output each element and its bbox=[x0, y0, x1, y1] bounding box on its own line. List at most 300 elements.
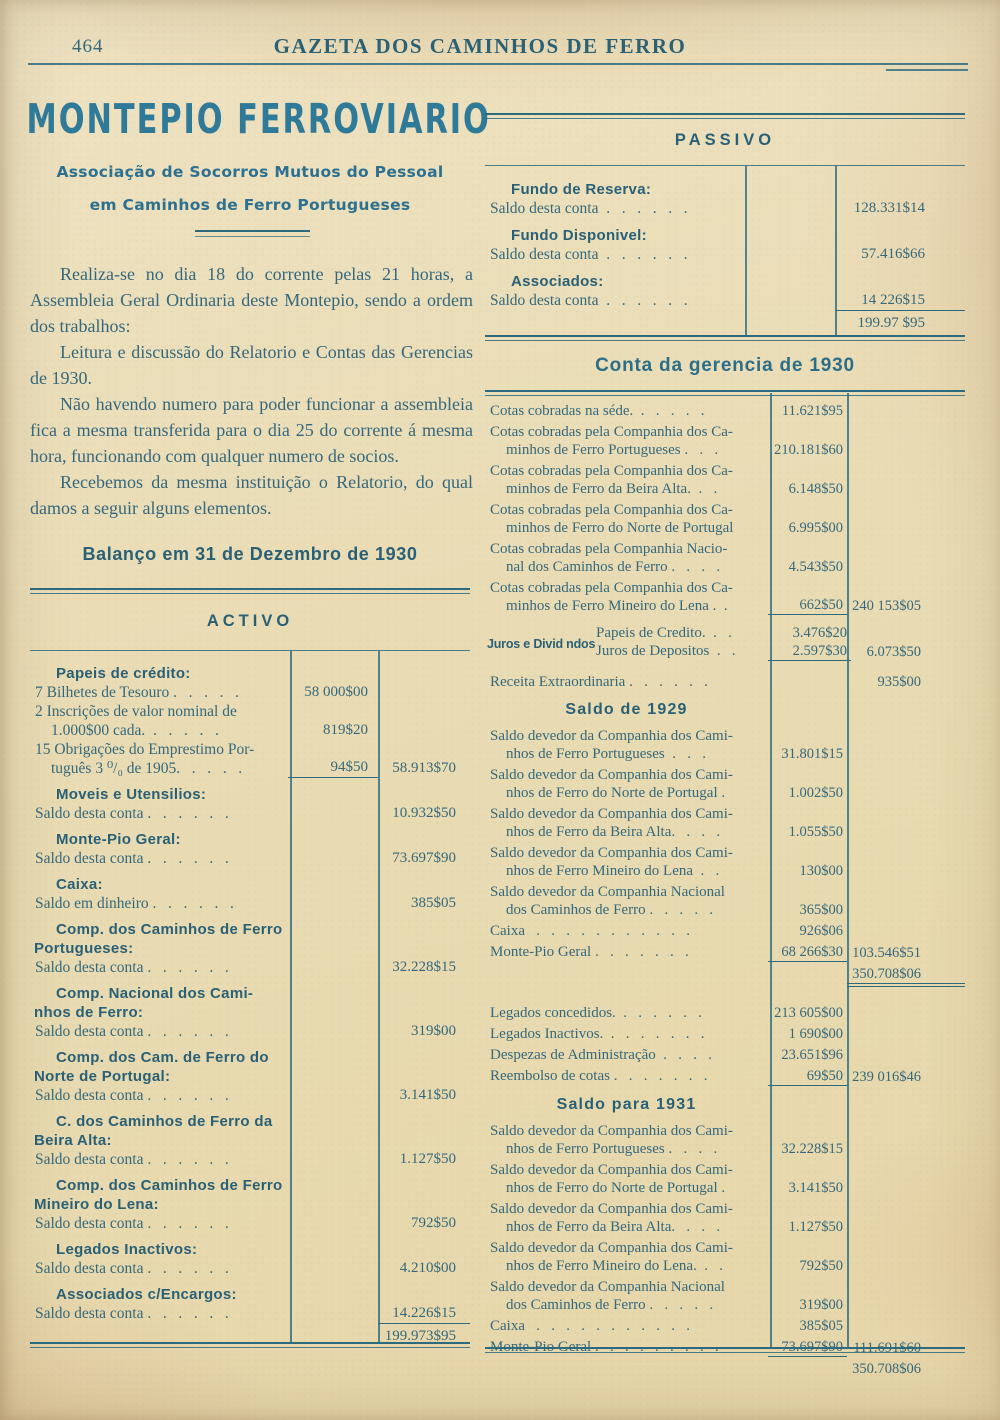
amount-value: 365$00 bbox=[799, 902, 843, 918]
amount-value: 1.127$50 bbox=[788, 1219, 843, 1235]
row-label bbox=[30, 1022, 288, 1041]
amount-col1 bbox=[768, 805, 847, 841]
table-row bbox=[485, 943, 965, 962]
amount-value: 240 153$05 bbox=[852, 598, 921, 614]
amount-col1 bbox=[288, 849, 378, 868]
section-label-line: Comp. dos Caminhos de Ferro bbox=[56, 1177, 283, 1194]
row-label bbox=[30, 804, 288, 823]
row-label bbox=[485, 245, 745, 264]
section-label-line: Papeis de crédito: bbox=[56, 665, 191, 682]
section-label-line: Beira Alta: bbox=[34, 1132, 112, 1149]
table-row bbox=[485, 727, 965, 763]
header-rule bbox=[28, 63, 968, 65]
amount-col2 bbox=[847, 501, 965, 537]
table-section-header bbox=[30, 1285, 470, 1304]
row-label bbox=[30, 894, 288, 913]
amount-col1 bbox=[768, 766, 847, 802]
amount-col1 bbox=[288, 1022, 378, 1041]
amount-value: 3.476$20 bbox=[792, 625, 847, 641]
table-row bbox=[30, 1304, 470, 1324]
amount-col2 bbox=[835, 245, 965, 264]
table-row bbox=[30, 1214, 470, 1233]
table-row bbox=[30, 1259, 470, 1278]
table-section-header bbox=[485, 226, 965, 245]
amount-col2 bbox=[847, 1122, 965, 1158]
article-title: MONTEPIO FERROVIARIO bbox=[26, 96, 491, 144]
passivo-rows bbox=[485, 166, 965, 335]
row-label-line: nhos de Ferro Mineiro do Lena. . . bbox=[506, 1258, 724, 1274]
amount-value: 73.697$90 bbox=[392, 850, 456, 866]
row-label bbox=[485, 1200, 768, 1236]
page-number: 464 bbox=[72, 36, 104, 57]
amount-col1 bbox=[745, 199, 835, 218]
table-row bbox=[30, 894, 470, 913]
amount-value: 68 266$30 bbox=[781, 944, 843, 960]
row-label-line: Monte-Pio Geral . . . . . . . bbox=[490, 944, 689, 960]
table-row bbox=[485, 462, 965, 498]
article-paragraph: Leitura e discussão do Relatorio e Contas das Gerencias de 1930. bbox=[30, 342, 473, 388]
table-section-header bbox=[485, 180, 965, 199]
table-row bbox=[485, 199, 965, 218]
amount-value: 6.995$00 bbox=[788, 520, 843, 536]
row-label-line: dos Caminhos de Ferro . . . . . bbox=[506, 1297, 714, 1313]
row-label bbox=[30, 1214, 288, 1233]
amount-col1 bbox=[288, 1150, 378, 1169]
amount-col2 bbox=[847, 922, 965, 940]
section-label-line: Caixa: bbox=[56, 876, 103, 893]
row-label-line: nal dos Caminhos de Ferro . . . . bbox=[506, 559, 721, 575]
section-label-line: Norte de Portugal: bbox=[34, 1068, 171, 1085]
amount-value: 128.331$14 bbox=[853, 200, 925, 216]
amount-col1 bbox=[768, 727, 847, 763]
subtable-heading: Saldo de 1929 bbox=[565, 701, 688, 718]
amount-col2 bbox=[847, 1046, 965, 1064]
amount-value: 239 016$46 bbox=[852, 1069, 921, 1085]
row-label bbox=[485, 727, 768, 763]
row-label-line: nhos de Ferro do Norte de Portugal . bbox=[506, 1180, 726, 1196]
activo-table-title: ACTIVO bbox=[206, 612, 294, 630]
table-row bbox=[485, 1004, 965, 1022]
amount-col1 bbox=[288, 1086, 378, 1105]
table-row bbox=[485, 501, 965, 537]
amount-value: 58 000$00 bbox=[304, 684, 368, 700]
amount-col1 bbox=[768, 943, 847, 962]
subtitle-divider bbox=[195, 230, 310, 237]
table-section-header bbox=[30, 830, 470, 849]
amount-value: 213 605$00 bbox=[774, 1005, 843, 1021]
table-row bbox=[485, 579, 965, 615]
group-label-cell bbox=[485, 624, 768, 661]
row-label-line: Cotas cobradas pela Companhia Nacio- bbox=[490, 541, 728, 557]
section-label-line: Associados: bbox=[511, 273, 604, 290]
amount-col2 bbox=[847, 727, 965, 763]
row-label-line: Saldo desta conta . . . . . . bbox=[35, 1215, 229, 1232]
article-paragraph: Recebemos da mesma instituição o Relatorio, do qual damos a seguir alguns elementos. bbox=[30, 472, 473, 518]
section-label-line: Monte-Pio Geral: bbox=[56, 831, 181, 848]
section-label-line: Mineiro do Lena: bbox=[34, 1196, 159, 1213]
amount-col1 bbox=[768, 1067, 847, 1086]
amount-col2 bbox=[847, 805, 965, 841]
amount-col1 bbox=[768, 1200, 847, 1236]
amount-value: 3.141$50 bbox=[788, 1180, 843, 1196]
table-section-header bbox=[30, 875, 470, 894]
row-label-line: minhos de Ferro Mineiro do Lena . . bbox=[506, 598, 728, 614]
amount-value: 6.148$50 bbox=[788, 481, 843, 497]
amount-col2 bbox=[847, 943, 965, 962]
amount-col2 bbox=[847, 1278, 965, 1314]
amount-col1 bbox=[768, 1317, 847, 1335]
row-label-line: Saldo desta conta . . . . . . bbox=[35, 1260, 229, 1277]
table-row bbox=[485, 245, 965, 264]
row-label bbox=[485, 943, 768, 962]
amount-col1 bbox=[768, 1239, 847, 1275]
amount-col1 bbox=[288, 740, 378, 778]
amount-col1 bbox=[768, 1278, 847, 1314]
row-label bbox=[485, 1317, 768, 1335]
amount-value: 350.708$06 bbox=[852, 966, 921, 982]
amount-col2 bbox=[847, 673, 965, 691]
amount-col1 bbox=[768, 1122, 847, 1158]
article-subtitle-line: em Caminhos de Ferro Portugueses bbox=[89, 196, 411, 214]
row-label bbox=[30, 958, 288, 977]
row-label bbox=[485, 501, 768, 537]
row-label bbox=[485, 965, 768, 987]
amount-col2 bbox=[378, 804, 470, 823]
row-label bbox=[30, 1304, 288, 1324]
amount-value: 57.416$66 bbox=[861, 246, 925, 262]
double-rule bbox=[30, 588, 470, 594]
amount-col2 bbox=[847, 423, 965, 459]
table-row bbox=[485, 1317, 965, 1335]
table-row bbox=[30, 958, 470, 977]
row-label-line: Legados Inactivos. . . . . . . . bbox=[490, 1026, 705, 1042]
amount-value: 199.973$95 bbox=[384, 1328, 456, 1344]
table-row bbox=[485, 1161, 965, 1197]
table-row bbox=[485, 844, 965, 880]
row-label-line: Saldo desta conta . . . . . . bbox=[490, 200, 688, 217]
juros-group-row bbox=[485, 624, 965, 661]
table-section-header bbox=[485, 272, 965, 291]
amount-col1 bbox=[288, 1214, 378, 1233]
amount-value: 31.801$15 bbox=[781, 746, 843, 762]
table-total-row bbox=[485, 965, 965, 989]
double-rule bbox=[30, 1342, 470, 1348]
row-label-line: minhos de Ferro Portugueses . . . bbox=[506, 442, 719, 458]
row-label-line: minhos de Ferro da Beira Alta. . . bbox=[506, 481, 718, 497]
row-label-line: Cotas cobradas pela Companhia dos Ca- bbox=[490, 463, 733, 479]
amount-value: 32.228$15 bbox=[392, 959, 456, 975]
row-label-line: Saldo devedor da Companhia dos Cami- bbox=[490, 1162, 733, 1178]
amount-col2 bbox=[847, 462, 965, 498]
section-label-line: Comp. Nacional dos Cami- bbox=[56, 985, 254, 1002]
row-label bbox=[485, 1025, 768, 1043]
gerencia-rows bbox=[485, 390, 965, 1380]
row-label-line: Receita Extraordinaria . . . . . . bbox=[490, 674, 708, 690]
amount-value: 935$00 bbox=[877, 674, 921, 690]
group-col1 bbox=[768, 624, 847, 661]
row-label bbox=[485, 805, 768, 841]
amount-value: 103.546$51 bbox=[852, 945, 921, 961]
amount-value: 58.913$70 bbox=[392, 760, 456, 776]
amount-col1 bbox=[768, 1004, 847, 1022]
table-section-header bbox=[30, 920, 470, 958]
amount-col2 bbox=[835, 314, 965, 333]
amount-col2 bbox=[378, 1214, 470, 1233]
table-row bbox=[30, 804, 470, 823]
table-row bbox=[485, 805, 965, 841]
row-label-line: Saldo desta conta . . . . . . bbox=[35, 1151, 229, 1168]
amount-value: 792$50 bbox=[799, 1258, 843, 1274]
amount-col1 bbox=[768, 1025, 847, 1043]
row-label bbox=[30, 740, 288, 778]
table-row bbox=[30, 849, 470, 868]
amount-col2 bbox=[847, 1004, 965, 1022]
amount-col2 bbox=[847, 540, 965, 576]
section-label-line: Comp. dos Cam. de Ferro do bbox=[56, 1049, 269, 1066]
amount-col2 bbox=[847, 1317, 965, 1335]
row-label bbox=[485, 579, 768, 615]
section-label-line: Fundo Disponivel: bbox=[511, 227, 647, 244]
row-label-line: minhos de Ferro do Norte de Portugal bbox=[506, 520, 734, 536]
row-label-line: Saldo devedor da Companhia dos Cami- bbox=[490, 845, 733, 861]
row-label-line: Saldo devedor da Companhia dos Cami- bbox=[490, 1240, 733, 1256]
row-label bbox=[485, 291, 745, 311]
table-row bbox=[30, 683, 470, 702]
row-label-line: Legados concedidos. . . . . . . bbox=[490, 1005, 703, 1021]
amount-col2 bbox=[378, 849, 470, 868]
amount-col1 bbox=[768, 1161, 847, 1197]
row-label-line: Saldo devedor da Companhia dos Cami- bbox=[490, 806, 733, 822]
row-label-line: 15 Obrigações do Emprestimo Por- bbox=[35, 741, 255, 758]
amount-value: 3.141$50 bbox=[399, 1087, 456, 1103]
amount-col1 bbox=[768, 501, 847, 537]
amount-value: 32.228$15 bbox=[781, 1141, 843, 1157]
amount-col1 bbox=[768, 922, 847, 940]
row-label bbox=[30, 1150, 288, 1169]
amount-col1 bbox=[288, 958, 378, 977]
row-label-line: Reembolso de cotas . . . . . . . bbox=[490, 1068, 708, 1084]
group-brace-label: Juros e Divid ndos bbox=[487, 637, 596, 652]
row-label bbox=[485, 1067, 768, 1086]
row-label bbox=[485, 1161, 768, 1197]
amount-value: 662$50 bbox=[799, 597, 843, 613]
row-label-line: 2 Inscrições de valor nominal de bbox=[35, 703, 237, 720]
table-row bbox=[30, 702, 470, 740]
table-row bbox=[485, 766, 965, 802]
amount-col2 bbox=[847, 1239, 965, 1275]
table-section-header bbox=[30, 1240, 470, 1259]
subtable-heading: Saldo para 1931 bbox=[556, 1096, 697, 1113]
group-col2 bbox=[847, 624, 965, 661]
row-label-line: Saldo desta conta . . . . . . bbox=[35, 1023, 229, 1040]
amount-value: 199.97 $95 bbox=[857, 315, 925, 331]
section-label-line: Fundo de Reserva: bbox=[511, 181, 652, 198]
table-row bbox=[485, 423, 965, 459]
row-label bbox=[30, 683, 288, 702]
row-label-line: 1.000$00 cada. . . . . . bbox=[51, 722, 219, 739]
amount-value: 319$00 bbox=[799, 1297, 843, 1313]
row-label bbox=[485, 883, 768, 919]
row-label-line: Caixa . . . . . . . . . . . bbox=[490, 1318, 690, 1334]
amount-col2 bbox=[847, 844, 965, 880]
amount-col1 bbox=[288, 1304, 378, 1324]
amount-col1 bbox=[768, 579, 847, 615]
amount-value: 69$50 bbox=[806, 1068, 843, 1084]
amount-col2 bbox=[847, 1067, 965, 1086]
row-label bbox=[485, 844, 768, 880]
row-label-line: nhos de Ferro da Beira Alta. . . . bbox=[506, 824, 721, 840]
table-section-header bbox=[30, 984, 470, 1022]
amount-value: 14.226$15 bbox=[392, 1305, 456, 1321]
amount-col1 bbox=[768, 462, 847, 498]
amount-col2 bbox=[378, 740, 470, 778]
amount-col1 bbox=[768, 1046, 847, 1064]
row-label-line: Cotas cobradas pela Companhia dos Ca- bbox=[490, 424, 733, 440]
amount-value: 2.597$30 bbox=[768, 642, 851, 661]
row-label-line: Cotas cobradas na séde. . . . . . bbox=[490, 403, 705, 419]
row-label bbox=[485, 1239, 768, 1275]
row-label-line: Saldo devedor da Companhia dos Cami- bbox=[490, 767, 733, 783]
amount-col2 bbox=[378, 1304, 470, 1324]
table-section-header bbox=[30, 1176, 470, 1214]
amount-col1 bbox=[768, 423, 847, 459]
amount-col2 bbox=[847, 1025, 965, 1043]
row-label-line: nhos de Ferro Mineiro do Lena . . bbox=[506, 863, 720, 879]
article-subtitle-line: Associação de Socorros Mutuos do Pessoal bbox=[56, 163, 444, 181]
amount-col1 bbox=[288, 804, 378, 823]
table-row bbox=[30, 740, 470, 778]
row-label-line: Saldo em dinheiro . . . . . . bbox=[35, 895, 234, 912]
table-row bbox=[30, 1150, 470, 1169]
amount-value: 1.055$50 bbox=[788, 824, 843, 840]
amount-col1 bbox=[745, 291, 835, 311]
table-row bbox=[485, 1122, 965, 1158]
double-rule bbox=[485, 113, 965, 119]
row-label-line: Saldo desta conta . . . . . . bbox=[490, 292, 688, 309]
row-label-line: nhos de Ferro Portugueses . . . . bbox=[506, 1141, 718, 1157]
activo-table bbox=[30, 650, 470, 1348]
row-label-line: Saldo devedor da Companhia Nacional bbox=[490, 1279, 725, 1295]
group-item-label: Papeis de Credito. . . bbox=[596, 625, 732, 641]
amount-value: 792$50 bbox=[411, 1215, 456, 1231]
amount-col1 bbox=[768, 883, 847, 919]
amount-col2 bbox=[835, 199, 965, 218]
amount-col1 bbox=[745, 314, 835, 333]
row-label-line: Saldo desta conta . . . . . . bbox=[490, 246, 688, 263]
amount-col2 bbox=[847, 579, 965, 615]
row-label-line: Cotas cobradas pela Companhia dos Ca- bbox=[490, 580, 733, 596]
amount-col2 bbox=[378, 1150, 470, 1169]
amount-col2 bbox=[378, 683, 470, 702]
amount-col2 bbox=[847, 1200, 965, 1236]
amount-value: 1.127$50 bbox=[399, 1151, 456, 1167]
table-section-header bbox=[30, 664, 470, 683]
amount-col1 bbox=[768, 673, 847, 691]
table-row bbox=[485, 402, 965, 420]
amount-col2 bbox=[835, 291, 965, 311]
row-label bbox=[30, 1086, 288, 1105]
row-label-line: dos Caminhos de Ferro . . . . . bbox=[506, 902, 714, 918]
table-row bbox=[485, 1278, 965, 1314]
row-label bbox=[485, 462, 768, 498]
gerencia-heading: Conta da gerencia de 1930 bbox=[595, 355, 855, 376]
row-label bbox=[485, 1360, 768, 1378]
section-label-line: nhos de Ferro: bbox=[34, 1004, 144, 1021]
amount-col2 bbox=[847, 883, 965, 919]
article-body bbox=[30, 261, 473, 521]
table-total-row bbox=[485, 314, 965, 335]
row-label-line: Saldo devedor da Companhia dos Cami- bbox=[490, 728, 733, 744]
row-label bbox=[485, 199, 745, 218]
amount-value: 4.543$50 bbox=[788, 559, 843, 575]
amount-value: 4.210$00 bbox=[399, 1260, 456, 1276]
amount-value: 14 226$15 bbox=[861, 292, 925, 308]
amount-value: 1.002$50 bbox=[788, 785, 843, 801]
row-label bbox=[485, 766, 768, 802]
row-label bbox=[30, 849, 288, 868]
section-label-line: Associados c/Encargos: bbox=[56, 1286, 237, 1303]
amount-value: 130$00 bbox=[799, 863, 843, 879]
amount-col1 bbox=[288, 702, 378, 740]
amount-value: 111.691$60 bbox=[853, 1340, 921, 1356]
row-label bbox=[485, 1046, 768, 1064]
activo-rows bbox=[30, 651, 470, 1348]
row-label bbox=[485, 673, 768, 691]
section-label-line: Legados Inactivos: bbox=[56, 1241, 198, 1258]
amount-value: 350.708$06 bbox=[852, 1361, 921, 1377]
amount-col2 bbox=[847, 766, 965, 802]
journal-title: GAZETA DOS CAMINHOS DE FERRO bbox=[273, 34, 687, 58]
amount-col1 bbox=[768, 844, 847, 880]
row-label-line: Cotas cobradas pela Companhia dos Ca- bbox=[490, 502, 733, 518]
row-label-line: Saldo devedor da Companhia Nacional bbox=[490, 884, 725, 900]
group-item-label: Juros de Depositos . . bbox=[596, 643, 736, 659]
amount-col1 bbox=[288, 894, 378, 913]
table-row bbox=[30, 1022, 470, 1041]
table-section-header bbox=[30, 785, 470, 804]
row-label-line: 7 Bilhetes de Tesouro . . . . . bbox=[35, 684, 239, 701]
table-section-header bbox=[30, 1112, 470, 1150]
section-label-line: Portugueses: bbox=[34, 940, 134, 957]
amount-col2 bbox=[847, 965, 965, 987]
table-row bbox=[485, 1025, 965, 1043]
amount-col2 bbox=[847, 1161, 965, 1197]
amount-value: 73.697$90 bbox=[781, 1339, 843, 1355]
row-label-line: Saldo desta conta . . . . . . bbox=[35, 850, 229, 867]
amount-value: 11.621$95 bbox=[781, 403, 843, 419]
passivo-table bbox=[485, 165, 965, 341]
amount-col2 bbox=[378, 894, 470, 913]
amount-value: 6.073$50 bbox=[866, 644, 921, 660]
article-paragraph: Não havendo numero para poder funcionar a assembleia fica a mesma transferida para o dia 25 do corrente á mesma hora, funcionando com qualquer numero de socios. bbox=[30, 394, 473, 466]
gerencia-table bbox=[485, 390, 965, 1377]
row-label-line: tuguês 3 ⁰/₀ de 1905. . . . . bbox=[51, 760, 243, 777]
amount-value: 926$06 bbox=[799, 923, 843, 939]
row-label-line: nhos de Ferro da Beira Alta. . . . bbox=[506, 1219, 721, 1235]
amount-col1 bbox=[768, 965, 847, 987]
row-label-line: Saldo devedor da Companhia dos Cami- bbox=[490, 1123, 733, 1139]
amount-value: 385$05 bbox=[799, 1318, 843, 1334]
row-label bbox=[485, 423, 768, 459]
amount-col1 bbox=[768, 402, 847, 420]
row-label-line: Monte-Pio Geral . . . . . . . . . bbox=[490, 1339, 719, 1355]
row-label bbox=[485, 540, 768, 576]
amount-col1 bbox=[768, 1360, 847, 1378]
table-row bbox=[485, 1046, 965, 1064]
row-label-line: Saldo desta conta . . . . . . bbox=[35, 959, 229, 976]
section-label-line: Comp. dos Caminhos de Ferro bbox=[56, 921, 283, 938]
row-label bbox=[485, 1122, 768, 1158]
